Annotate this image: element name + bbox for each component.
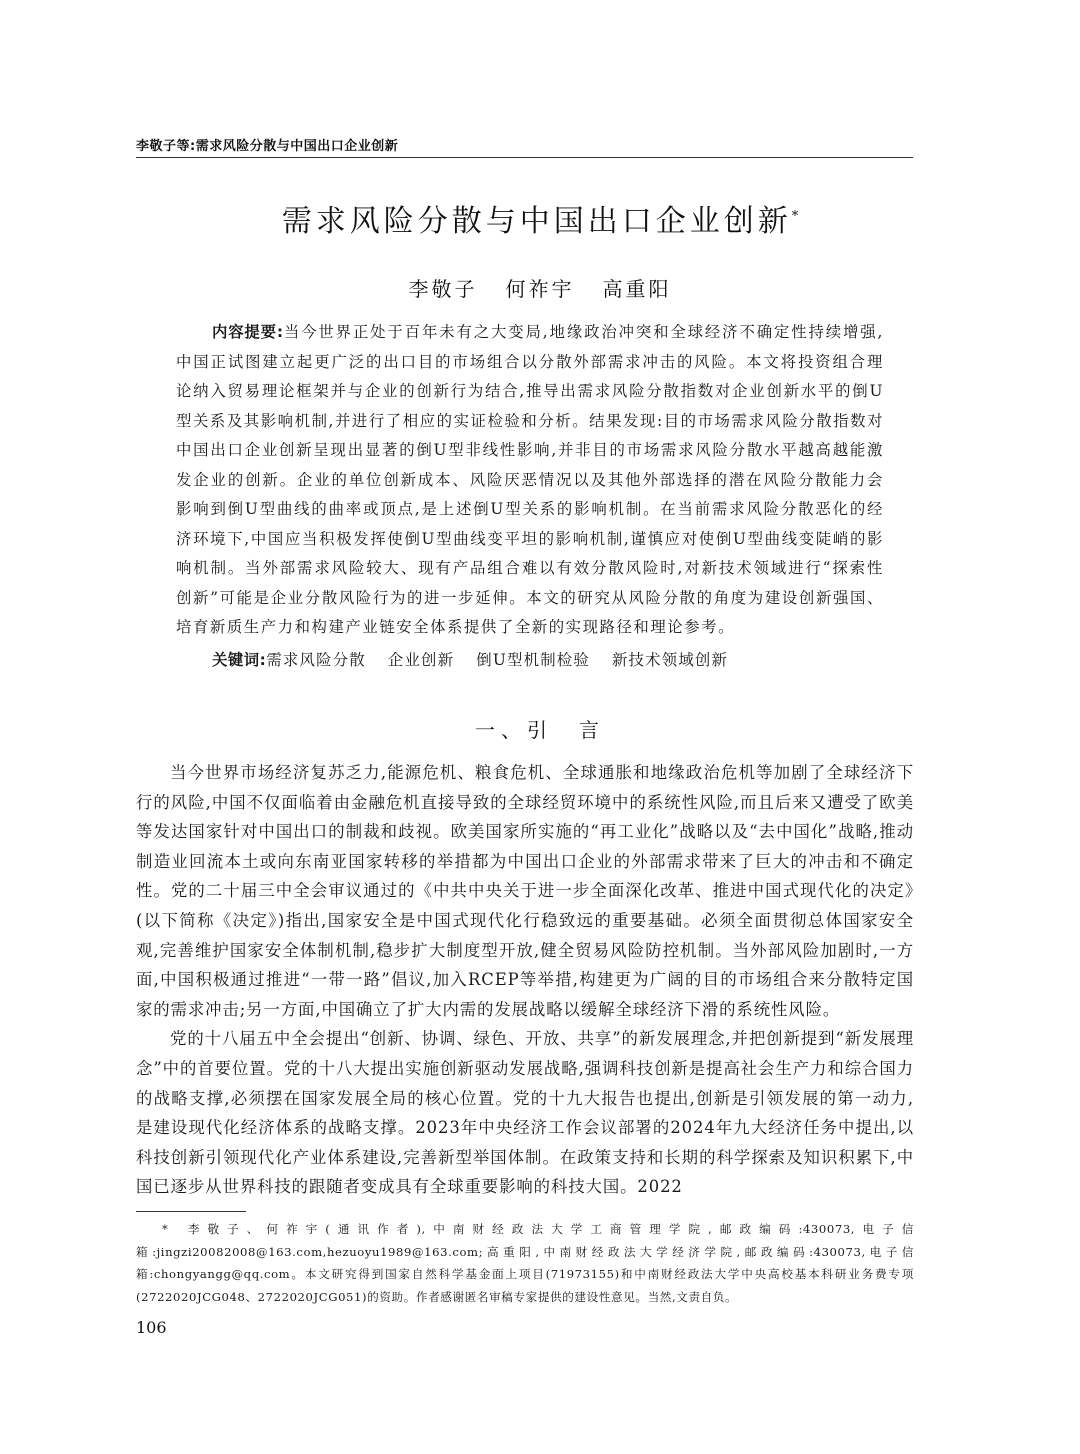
- keyword: 倒U型机制检验: [476, 651, 590, 669]
- abstract: [176, 318, 884, 643]
- body-text: [136, 758, 914, 1202]
- footnote-rule: [136, 1211, 246, 1212]
- body-paragraph: 党的十八届五中全会提出“创新、协调、绿色、开放、共享”的新发展理念,并把创新提到“新发展理念”中的首要位置。党的十八大提出实施创新驱动发展战略,强调科技创新是提高社会生产力和综合国力的战略支撑,必须摆在国家发展全局的核心位置。党的十九大报告也提出,创新是引领发展的第一动力,是建设现代化经济体系的战略支撑。2023年中央经济工作会议部署的2024年九大经济任务中提出,以科技创新引领现代化产业体系建设,完善新型举国体制。在政策支持和长期的科学探索及知识积累下,中国已逐步从世界科技的跟随者变成具有全球重要影响的科技大国。2022: [136, 1029, 914, 1197]
- body-paragraph: 当今世界市场经济复苏乏力,能源危机、粮食危机、全球通胀和地缘政治危机等加剧了全球经济下行的风险,中国不仅面临着由金融危机直接导致的全球经贸环境中的系统性风险,而且后来又遭受了欧美等发达国家针对中国出口的制裁和歧视。欧美国家所实施的“再工业化”战略以及“去中国化”战略,推动制造业回流本土或向东南亚国家转移的举措都为中国出口企业的外部需求带来了巨大的冲击和不确定性。党的二十届三中全会审议通过的《中共中央关于进一步全面深化改革、推进中国式现代化的决定》(以下简称《决定》)指出,国家安全是中国式现代化行稳致远的重要基础。必须全面贯彻总体国家安全观,完善维护国家安全体制机制,稳步扩大制度型开放,健全贸易风险防控机制。当外部风险加剧时,一方面,中国积极通过推进“一带一路”倡议,加入RCEP等举措,构建更为广阔的目的市场组合来分散特定国家的需求冲击;另一方面,中国确立了扩大内需的发展战略以缓解全球经济下滑的系统性风险。: [136, 763, 914, 1019]
- title-text: 需求风险分散与中国出口企业创新: [281, 204, 792, 239]
- abstract-text: 当今世界正处于百年未有之大变局,地缘政治冲突和全球经济不确定性持续增强,中国正试图建立起更广泛的出口目的市场组合以分散外部需求冲击的风险。本文将投资组合理论纳入贸易理论框架并与企业的创新行为结合,推导出需求风险分散指数对企业创新水平的倒U型关系及其影响机制,并进行了相应的实证检验和分析。结果发现:目的市场需求风险分散指数对中国出口企业创新呈现出显著的倒U型非线性影响,并非目的市场需求风险分散水平越高越能激发企业的创新。企业的单位创新成本、风险厌恶情况以及其他外部选择的潜在风险分散能力会影响到倒U型曲线的曲率或顶点,是上述倒U型关系的影响机制。在当前需求风险分散恶化的经济环境下,中国应当积极发挥使倒U型曲线变平坦的影响机制,谨慎应对使倒U型曲线变陡峭的影响机制。当外部需求风险较大、现有产品组合难以有效分散风险时,对新技术领域进行“探索性创新”可能是企业分散风险行为的进一步延伸。本文的研究从风险分散的角度为建设创新强国、培育新质生产力和构建产业链安全体系提供了全新的实现路径和理论参考。: [176, 323, 884, 636]
- keyword: 企业创新: [387, 651, 455, 669]
- keywords: [212, 648, 892, 670]
- footnote-text: 李敬子、何祚宇(通讯作者),中南财经政法大学工商管理学院,邮政编码:430073,电子信箱:jingzi20082008@163.com,hezuoyu1989@163.com;高重阳,中南财经政法大学经济学院,邮政编码:430073,电子信箱:chongyangg@qq.com。本文研究得到国家自然科学基金面上项目(71973155)和中南财经政法大学中央高校基本科研业务费专项(2722020JCG048、2722020JCG051)的资助。作者感谢匿名审稿专家提供的建设性意见。当然,文责自负。: [136, 1222, 914, 1304]
- abstract-label: 内容提要:: [212, 323, 284, 341]
- page-number: 106: [136, 1318, 167, 1337]
- author-name: 何祚宇: [505, 277, 575, 301]
- author-name: 高重阳: [602, 277, 672, 301]
- footnote-mark: *: [162, 1222, 169, 1236]
- footnote: [136, 1218, 914, 1308]
- author-list: [0, 273, 1080, 302]
- keyword: 新技术领域创新: [611, 651, 729, 669]
- keyword: 需求风险分散: [266, 651, 366, 669]
- article-title: [0, 196, 1080, 240]
- author-name: 李敬子: [408, 277, 478, 301]
- section-heading: 一、引 言: [475, 718, 605, 742]
- running-head: 李敬子等:需求风险分散与中国出口企业创新: [136, 139, 399, 154]
- title-footnote-mark: *: [791, 209, 799, 224]
- header-rule: [136, 157, 913, 158]
- keywords-label: 关键词:: [212, 651, 267, 669]
